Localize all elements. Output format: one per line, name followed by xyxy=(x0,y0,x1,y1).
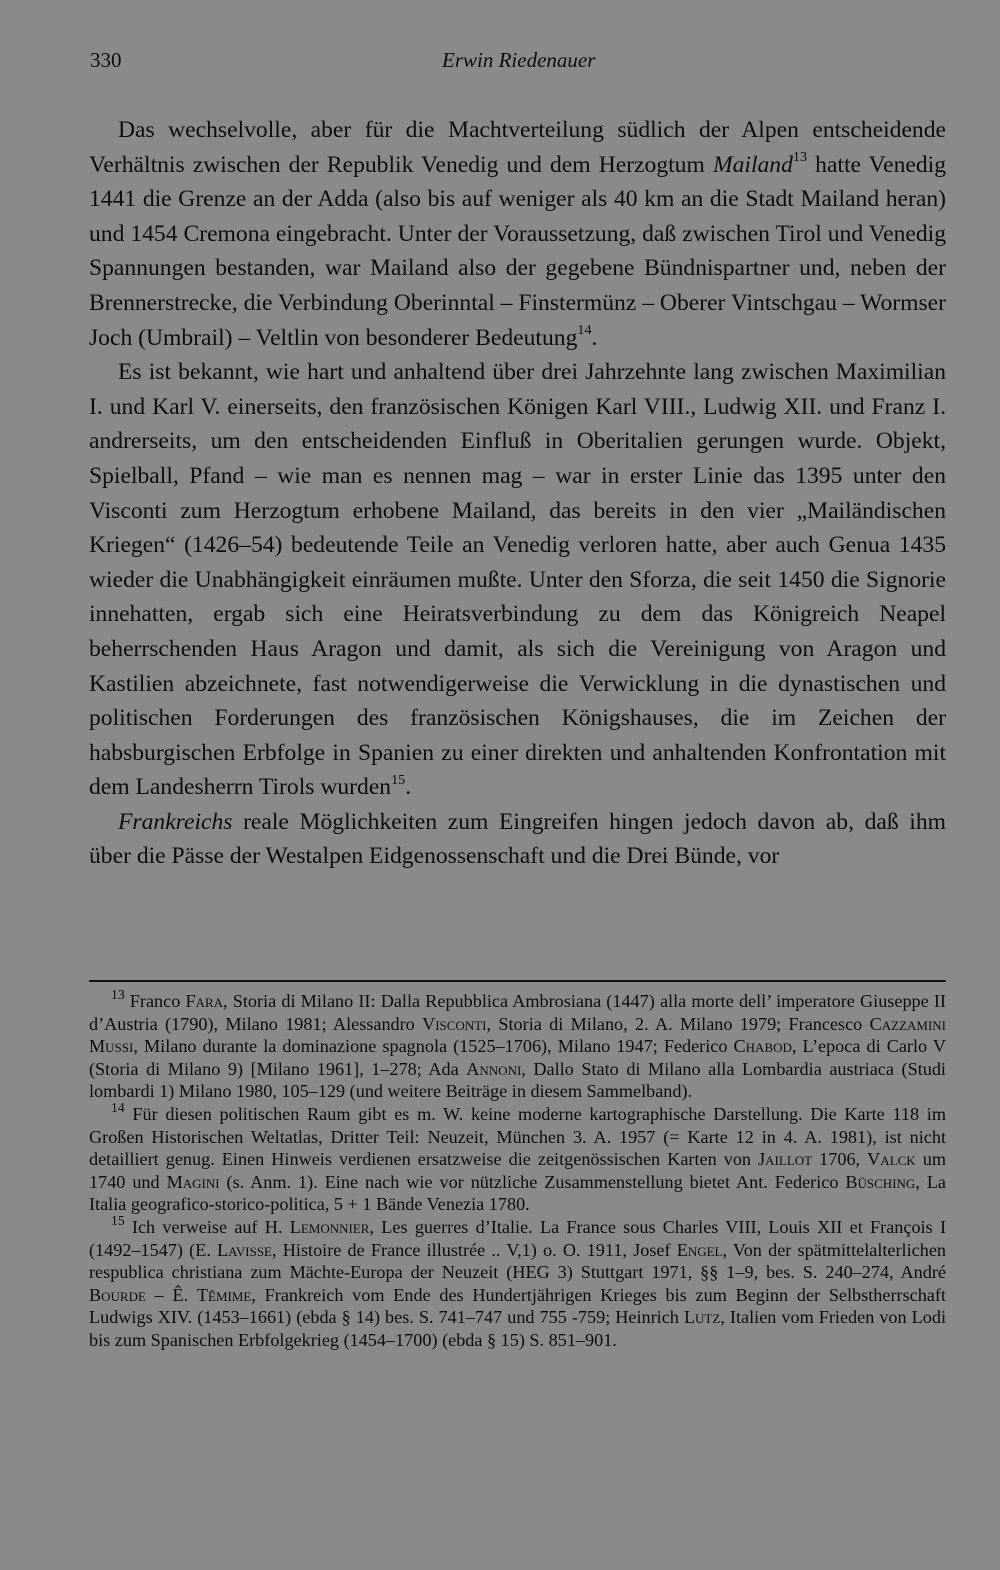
author-name: Chabod xyxy=(733,1036,792,1057)
footnote: $^{14}$ Für diesen politischen Raum gibt es m. W. keine moderne kartographische Darstellung. Die Karte 118 im Großen Historischen Weltatlas, Dritter Teil: Neuzeit, München 3. A. 1957 (= Karte 12 in 4. A. 1981), ist nicht detailliert genug. Einen Hinweis verdienen ersatzweise die zeitgenössischen Karten von Jaillot 1706, Valck um 1740 und Magini (s. Anm. 1). Eine nach wie vor nützliche Zusammenstellung bietet Ant. Federico Büsching, La Italia geografico-storico-politica, 5 + 1 Bände Venezia 1780. xyxy=(89,1099,947,1215)
paragraph: Das wechselvolle, aber für die Machtverteilung südlich der Alpen entscheidende Verhältnis zwischen der Republik Venedig und dem Herzogtum Mailand$^{13}$ hatte Venedig 1441 die Grenze an der Adda (also bis auf weniger als 40 km an die Stadt Mailand heran) und 1454 Cremona eingebracht. Unter der Voraussetzung, daß zwischen Tirol und Venedig Spannungen bestanden, war Mailand also der gegebene Bündnispartner und, neben der Brennerstrecke, die Verbindung Oberinntal – Finstermünz – Oberer Vintschgau – Wormser Joch (Umbrail) – Veltlin von besonderer Bedeutung$^{14}$. xyxy=(89,117,946,351)
paragraph: Es ist bekannt, wie hart und anhaltend über drei Jahrzehnte lang zwischen Maximilian I. und Karl V. einerseits, den französischen Königen Karl VIII., Ludwig XII. und Franz I. andrerseits, um den entscheidenden Einfluß in Oberitalien gerungen wurde. Objekt, Spielball, Pfand – wie man es nennen mag – war in erster Linie das 1395 unter den Visconti zum Herzogtum erhobene Mailand, das bereits in den vier „Mailändischen Kriegen“ (1426–54) bedeutende Teile an Venedig verloren hatte, aber auch Genua 1435 wieder die Unabhängigkeit einräumen mußte. Unter den Sforza, die seit 1450 die Signorie innehatten, ergab sich eine Heiratsverbindung zu dem das Königreich Neapel beherrschenden Haus Aragon und damit, als sich die Vereinigung von Aragon und Kastilien abzeichnete, fast notwendigerweise die Verwicklung in die dynastischen und politischen Forderungen des französischen Königshauses, die im Zeichen der habsburgischen Erbfolge in Spanien zu einer direkten und anhaltenden Konfrontation mit dem Landesherrn Tirols wurden$^{15}$. xyxy=(89,359,946,801)
page-number: 330 xyxy=(90,48,122,72)
emphasis: Frankreichs xyxy=(118,808,233,835)
footnote: $^{15}$ Ich verweise auf H. Lemonnier, Les guerres d’Italie. La France sous Charles VIII, Louis XII et François I (1492–1547) (E. Lavisse, Histoire de France illustrée .. V,1) o. O. 1911, Josef Engel, Von der spätmittelalterlichen respublica christiana zum Mächte-Europa der Neuzeit (HEG 3) Stuttgart 1971, §§ 1–9, bes. S. 240–274, André Bourde – Ê. Têmime, Frankreich vom Ende des Hundertjährigen Krieges bis zum Beginn der Selbstherrschaft Ludwigs XIV. (1453–1661) (ebda § 14) bes. S. 741–747 und 755 -759; Heinrich Lutz, Italien vom Frieden von Lodi bis zum Spanischen Erbfolgekrieg (1454–1700) (ebda § 15) S. 851–901. xyxy=(89,1212,946,1350)
author-name: Engel xyxy=(676,1239,723,1260)
footnote-ref[interactable]: 15 xyxy=(391,772,406,789)
author-name: Magini xyxy=(166,1171,220,1192)
author-name: Jaillot xyxy=(758,1149,813,1170)
footnotes xyxy=(89,986,947,1352)
footnote-divider xyxy=(89,980,946,982)
emphasis: Mailand xyxy=(712,151,793,178)
author-name: Annoni xyxy=(466,1058,522,1079)
author-name: Têmime xyxy=(196,1284,252,1305)
author-name: Lavisse xyxy=(217,1239,273,1260)
page-header xyxy=(90,44,946,76)
footnote-ref[interactable]: 14 xyxy=(577,322,592,339)
author-name: Lemonnier xyxy=(289,1216,370,1237)
running-head: Erwin Riedenauer xyxy=(442,48,596,72)
paragraph: Frankreichs reale Möglichkeiten zum Eingreifen hingen jedoch davon ab, daß ihm über die Pässe der Westalpen Eidgenossenschaft und die Drei Bünde, vor xyxy=(89,808,946,870)
author-name: Büsching xyxy=(845,1171,916,1192)
author-name: Cazzamini Mussi xyxy=(89,1013,946,1057)
footnote-ref[interactable]: 13 xyxy=(792,149,808,166)
author-name: Visconti xyxy=(422,1013,487,1034)
footnote: $^{13}$ Franco Fara, Storia di Milano II: Dalla Repubblica Ambrosiana (1447) alla morte dell’ imperatore Giuseppe II d’Austria (1790), Milano 1981; Alessandro Visconti, Storia di Milano, 2. A. Milano 1979; Francesco Cazzamini Mussi, Milano durante la dominazione spagnola (1525–1706), Milano 1947; Federico Chabod, L’epoca di Carlo V (Storia di Milano 9) [Milano 1961], 1–278; Ada Annoni, Dallo Stato di Milano alla Lombardia austriaca (Studi lombardi 1) Milano 1980, 105–129 (und weitere Beiträge in diesem Sammelband). xyxy=(89,986,946,1102)
main-text xyxy=(89,113,946,874)
author-name: Lutz xyxy=(683,1307,721,1328)
footnote-number: 13 xyxy=(111,986,125,1002)
footnote-number: 14 xyxy=(111,1099,125,1115)
author-name: Valck xyxy=(867,1149,916,1170)
author-name: Fara xyxy=(185,991,224,1011)
footnote-number: 15 xyxy=(111,1212,125,1228)
author-name: Bourde xyxy=(89,1284,146,1305)
